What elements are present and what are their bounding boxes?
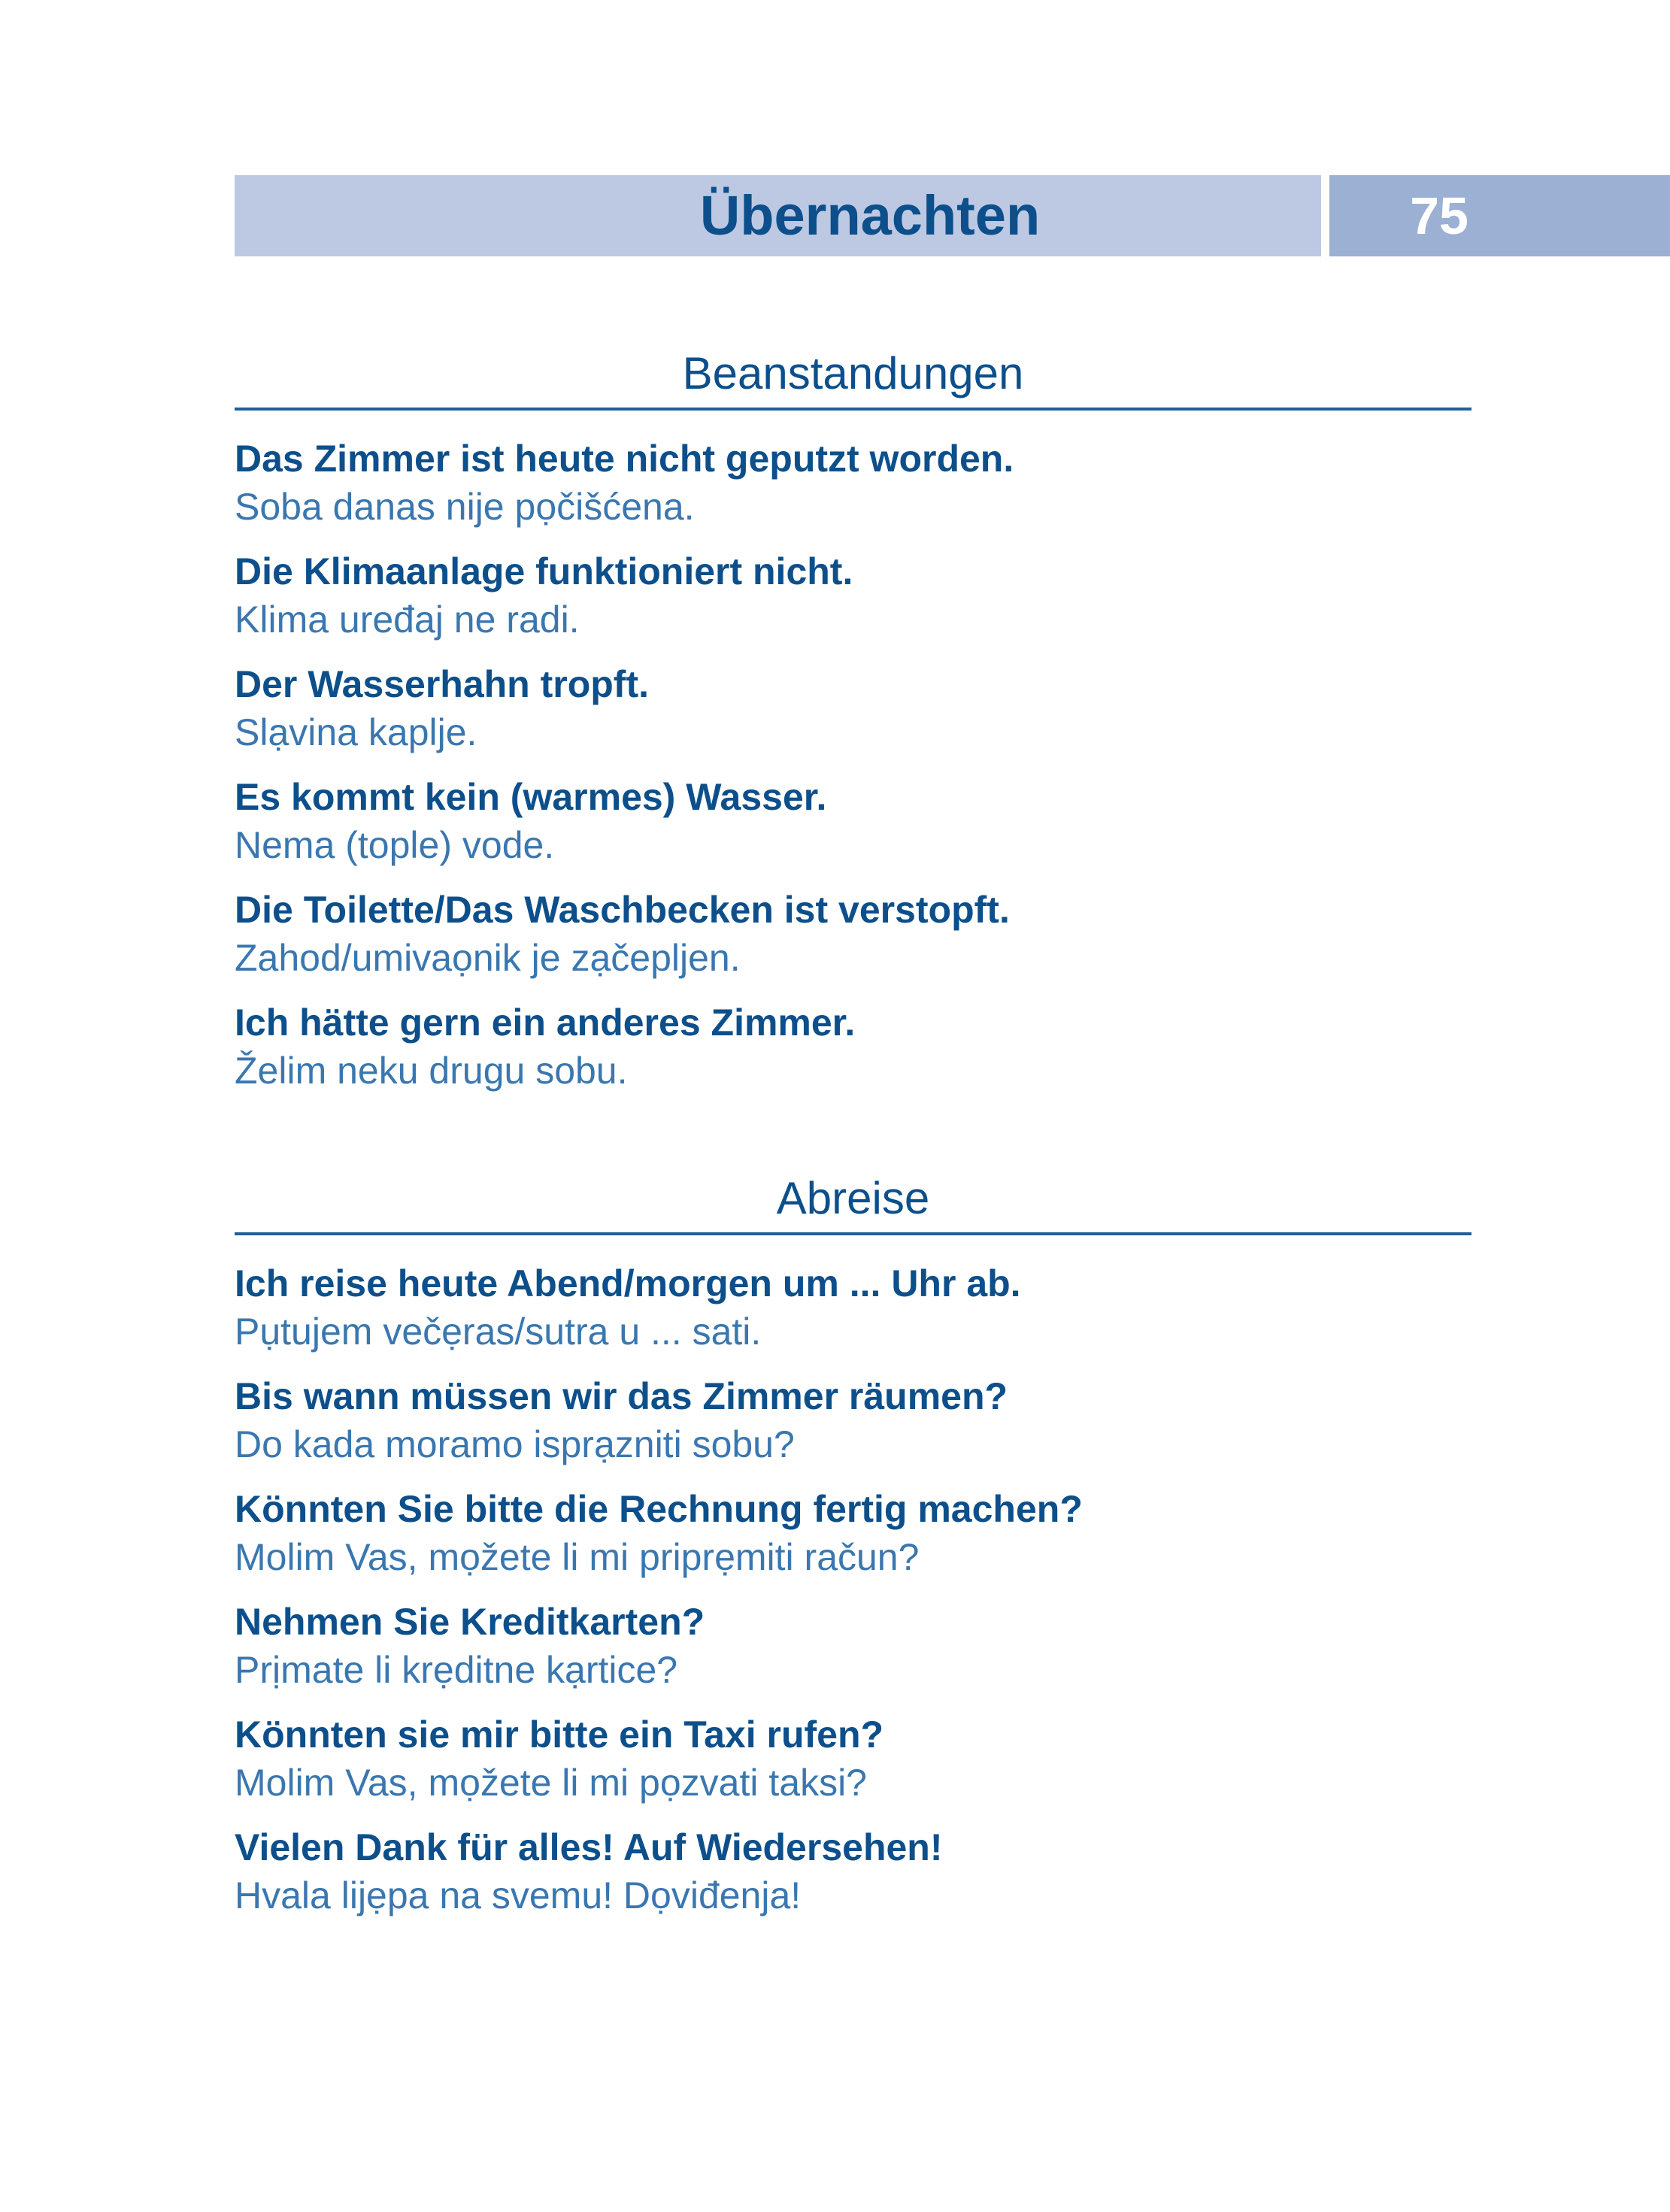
section-heading: Beanstandungen: [235, 347, 1471, 411]
section-beanstandungen: [235, 347, 1471, 1095]
german-phrase: Könnten sie mir bitte ein Taxi rufen?: [235, 1714, 884, 1756]
croatian-translation: Želim neku drugu sobu.: [235, 1050, 628, 1092]
german-phrase: Das Zimmer ist heute nicht geputzt worden.: [235, 438, 1014, 480]
phrase-item: [235, 998, 1471, 1095]
phrase-item: [235, 1823, 1471, 1920]
croatian-translation: Prịmate li krẹditne kạrtice?: [235, 1649, 678, 1691]
german-phrase: Bis wann müssen wir das Zimmer räumen?: [235, 1375, 1008, 1417]
phrase-item: [235, 1259, 1471, 1356]
croatian-translation: Pụtujem večẹras/sutra u ... sati.: [235, 1311, 762, 1353]
german-phrase: Ich reise heute Abend/morgen um ... Uhr ab.: [235, 1262, 1021, 1304]
section-abreise: [235, 1172, 1471, 1920]
phrase-item: [235, 435, 1471, 531]
croatian-translation: Nema (tople) vode.: [235, 824, 555, 866]
phrase-item: [235, 773, 1471, 869]
german-phrase: Der Wasserhahn tropft.: [235, 663, 650, 705]
page-title: Übernachten: [699, 184, 1041, 247]
croatian-translation: Slạvina kaplje.: [235, 711, 477, 753]
phrase-item: [235, 547, 1471, 644]
croatian-translation: Soba danas nije pọčišćena.: [235, 486, 695, 528]
phrase-item: [235, 1711, 1471, 1807]
page-number: 75: [1410, 186, 1468, 245]
croatian-translation: Do kada moramo isprạzniti sobu?: [235, 1423, 795, 1465]
german-phrase: Könnten Sie bitte die Rechnung fertig machen?: [235, 1488, 1083, 1530]
german-phrase: Nehmen Sie Kreditkarten?: [235, 1601, 705, 1643]
croatian-translation: Klima uređaj ne radi.: [235, 598, 580, 641]
section-heading: Abreise: [235, 1172, 1471, 1235]
croatian-translation: Molim Vas, mọžete li mi priprẹmiti račun?: [235, 1536, 920, 1578]
croatian-translation: Zahod/umivaọnik je zạčepljen.: [235, 937, 741, 979]
phrase-item: [235, 1372, 1471, 1468]
phrase-item: [235, 886, 1471, 982]
german-phrase: Die Toilette/Das Waschbecken ist verstopft.: [235, 889, 1010, 931]
croatian-translation: Hvala lijẹpa na svemu! Dọviđenja!: [235, 1874, 802, 1917]
phrase-item: [235, 1598, 1471, 1694]
croatian-translation: Molim Vas, mọžete li mi pọzvati taksi?: [235, 1762, 867, 1804]
german-phrase: Es kommt kein (warmes) Wasser.: [235, 776, 827, 818]
german-phrase: Ich hätte gern ein anderes Zimmer.: [235, 1001, 856, 1044]
phrase-item: [235, 1485, 1471, 1581]
phrase-item: [235, 660, 1471, 756]
german-phrase: Vielen Dank für alles! Auf Wiedersehen!: [235, 1826, 943, 1868]
german-phrase: Die Klimaanlage funktioniert nicht.: [235, 550, 853, 592]
